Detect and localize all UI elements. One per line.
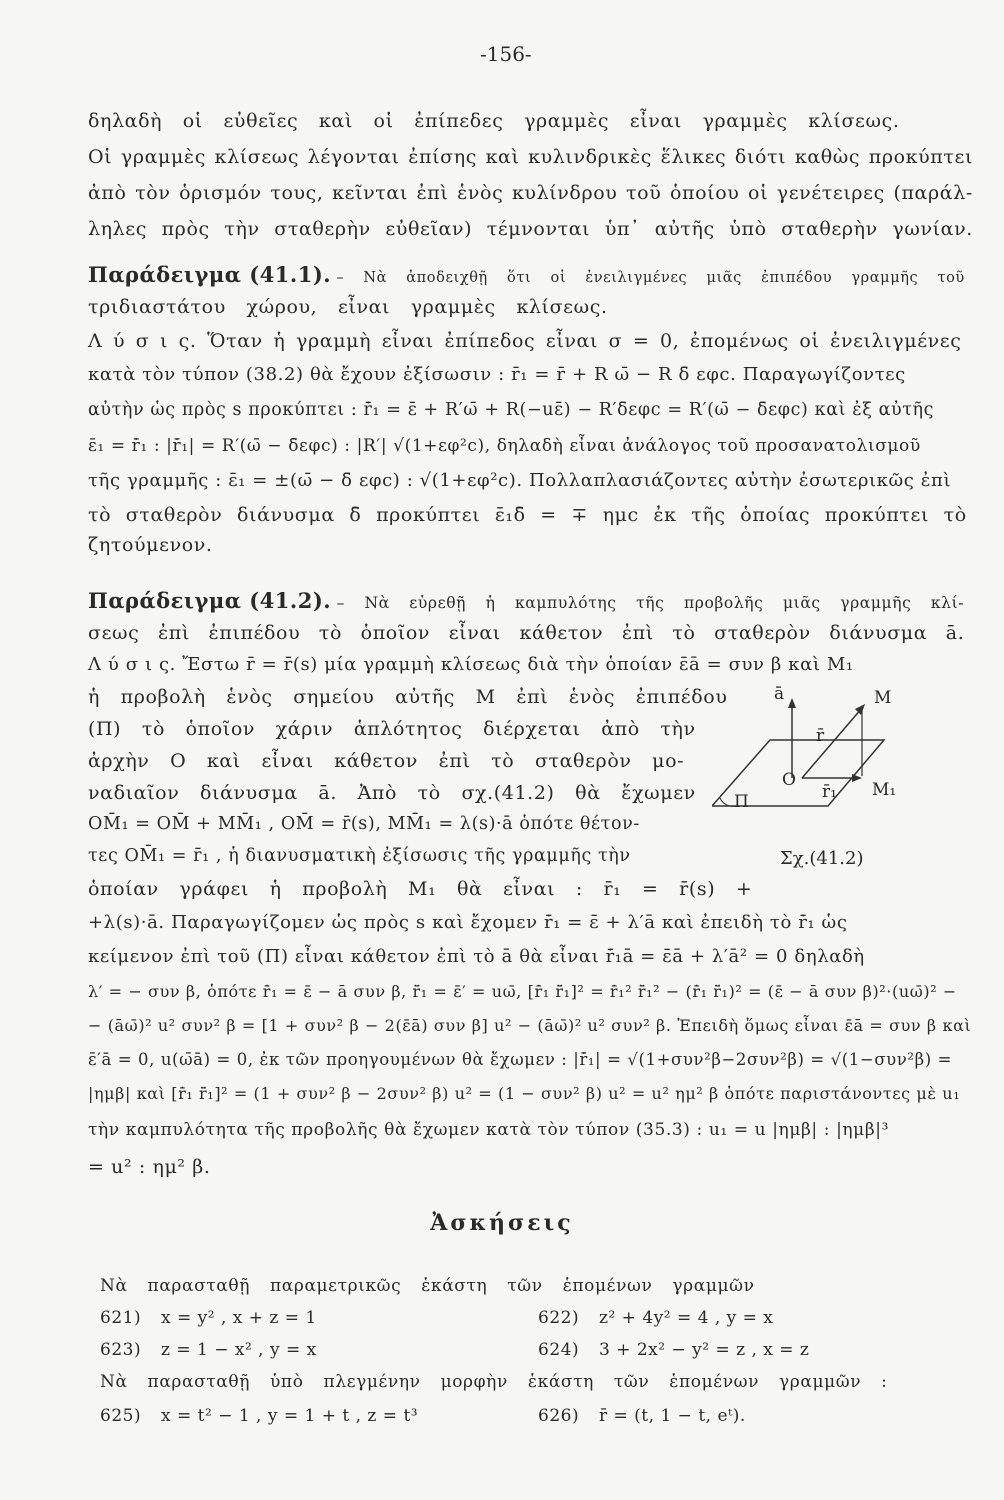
- exercise-equation: x = y² , x + z = 1: [161, 1308, 317, 1328]
- figure-41-2: [712, 678, 902, 888]
- para1-line-4: ληλες πρὸς τὴν σταθερὴν εὐθεῖαν) τέμνονται ὑπ᾽ αὐτῆς ὑπὸ σταθερὴν γωνίαν.: [88, 218, 973, 240]
- exercise-number: 623): [100, 1340, 142, 1360]
- exercise-equation: 3 + 2x² − y² = z , x = z: [599, 1340, 810, 1360]
- example2-line-4: ἡ προβολὴ ἑνὸς σημείου αὐτῆς M ἐπὶ ἑνὸς ἐπιπέδου: [88, 686, 728, 708]
- para1-line-1: δηλαδὴ οἱ εὐθεῖες καὶ οἱ ἐπίπεδες γραμμὲς εἶναι γραμμὲς κλίσεως.: [88, 110, 900, 132]
- example1-line-3: Λ ύ σ ι ς. Ὅταν ἡ γραμμὴ εἶναι ἐπίπεδος εἶναι σ = 0, ἐπομένως οἱ ἐνειλιγμένες: [88, 330, 962, 352]
- example1-line-5: αὐτὴν ὡς πρὸς s προκύπτει : r̄̇₁ = ε̄ + R′ω̄ + R(−uε̄) − R′δ̄εφc = R′(ω̄ − δ̄εφc) καὶ ἐξ αὐτῆς: [88, 400, 935, 420]
- vector-a-arrow: [788, 698, 796, 708]
- example1-line-1: – Νὰ ἀποδειχθῇ ὅτι οἱ ἐνειλιγμένες μιᾶς ἐπιπέδου γραμμῆς τοῦ: [336, 270, 965, 286]
- example2-line-17: τὴν καμπυλότητα τῆς προβολῆς θὰ ἔχωμεν κατὰ τὸν τύπον (35.3) : u₁ = u |ημβ| : |ημβ|³: [88, 1120, 889, 1140]
- exercise-equation: r̄ = (t, 1 − t, eᵗ).: [599, 1406, 746, 1426]
- exercise-622: [538, 1308, 773, 1328]
- label-pi: Π: [734, 792, 749, 812]
- example1-line-2: τριδιαστάτου χώρου, εἶναι γραμμὲς κλίσεως.: [88, 296, 608, 318]
- example2-line-7: ναδιαῖον διάνυσμα ā. Ἀπὸ τὸ σχ.(41.2) θὰ ἔχωμεν: [88, 782, 696, 804]
- label-O: O: [782, 770, 796, 790]
- label-M: M: [874, 688, 892, 708]
- example1-line-7: τῆς γραμμῆς : ε̄₁ = ±(ω̄ − δ̄ εφc) : √(1+εφ²c). Πολλαπλασιάζοντες αὐτὴν ἐσωτερικῶς ἐπὶ: [88, 470, 952, 491]
- para1-line-3: ἀπὸ τὸν ὁρισμόν τους, κεῖνται ἐπὶ ἑνὸς κυλίνδρου τοῦ ὁποίου οἱ γενέτειρες (παράλ-: [88, 182, 973, 204]
- exercises-title: Ἀσκήσεις: [430, 1210, 574, 1236]
- label-a: ā: [774, 684, 785, 704]
- example2-line-18: = u² : ημ² β.: [88, 1156, 211, 1178]
- example2-line-11: +λ(s)·ā. Παραγωγίζομεν ὡς πρὸς s καὶ ἔχομεν r̄̇₁ = ε̄ + λ′ā καὶ ἐπειδὴ τὸ r̄̇₁ ὡς: [88, 912, 848, 933]
- label-r: r̄: [816, 726, 825, 746]
- vector-r1-arrow: [852, 774, 862, 782]
- example1-heading: Παράδειγμα (41.1).: [88, 262, 332, 287]
- exercise-number: 622): [538, 1308, 580, 1328]
- example2-line-12: κείμενον ἐπὶ τοῦ (Π) εἶναι κάθετον ἐπὶ τὸ ā θὰ εἶναι r̄̇₁ā = ε̄ā + λ′ā² = 0 δηλαδὴ: [88, 946, 865, 967]
- example1-line-8: τὸ σταθερὸν διάνυσμα δ̄ προκύπτει ε̄₁δ̄ = ∓ ημc ἐκ τῆς ὁποίας προκύπτει τὸ: [88, 504, 967, 526]
- example2-line-6: ἀρχὴν O καὶ εἶναι κάθετον ἐπὶ τὸ σταθερὸν μο-: [88, 750, 685, 772]
- example1-line-6: ε̄₁ = r̄̇₁ : |r̄̇₁| = R′(ω̄ − δ̄εφc) : |R′| √(1+εφ²c), δηλαδὴ εἶναι ἀνάλογος τοῦ προσανατολισμοῦ: [88, 436, 921, 456]
- exercise-number: 621): [100, 1308, 142, 1328]
- example2-line-8: OM̄₁ = OM̄ + MM̄₁ , OM̄ = r̄(s), MM̄₁ = λ(s)·ā ὁπότε θέτον-: [88, 814, 640, 834]
- para1-line-2: Οἱ γραμμὲς κλίσεως λέγονται ἐπίσης καὶ κυλινδρικὲς ἕλικες διότι καθὼς προκύπτει: [88, 146, 973, 168]
- label-r1: r̄₁: [822, 782, 837, 802]
- label-M1: M₁: [872, 780, 897, 800]
- figure-caption: Σχ.(41.2): [780, 848, 864, 869]
- exercise-625: [100, 1406, 418, 1426]
- exercise-equation: x = t² − 1 , y = 1 + t , z = t³: [161, 1406, 419, 1426]
- exercise-621: [100, 1308, 317, 1328]
- example2-line-15: ε̄′ā = 0, u(ω̄ā) = 0, ἐκ τῶν προηγουμένων θὰ ἔχωμεν : |r̄̇₁| = √(1+συν²β−2συν²β) = √(1−συν²β) =: [88, 1050, 953, 1069]
- example1-heading-line: [88, 262, 965, 287]
- exercise-626: [538, 1406, 746, 1426]
- exercise-623: [100, 1340, 317, 1360]
- example2-line-1: – Νὰ εὑρεθῇ ἡ καμπυλότης τῆς προβολῆς μιᾶς γραμμῆς κλί-: [336, 594, 965, 612]
- exercise-624: [538, 1340, 809, 1360]
- example2-line-16: |ημβ| καὶ [r̄̇₁ r̄̈₁]² = (1 + συν² β − 2συν² β) u² = (1 − συν² β) u² = u² ημ² β ὁπότε παριστάνοντες μὲ u₁: [88, 1084, 961, 1103]
- example1-line-4: κατὰ τὸν τύπον (38.2) θὰ ἔχουν ἐξίσωσιν : r̄₁ = r̄ + R ω̄ − R δ̄ εφc. Παραγωγίζοντες: [88, 364, 906, 385]
- example1-line-9: ζητούμενον.: [88, 534, 213, 556]
- exercise-equation: z² + 4y² = 4 , y = x: [599, 1308, 774, 1328]
- exercise-number: 624): [538, 1340, 580, 1360]
- example2-line-3: Λ ύ σ ι ς. Ἔστω r̄ = r̄(s) μία γραμμὴ κλίσεως διὰ τὴν ὁποίαν ε̄ā = συν β καὶ M₁: [88, 654, 854, 675]
- exercise-number: 625): [100, 1406, 142, 1426]
- example2-heading: Παράδειγμα (41.2).: [88, 588, 332, 613]
- example2-heading-line: [88, 588, 964, 613]
- example2-line-5: (Π) τὸ ὁποῖον χάριν ἁπλότητος διέρχεται ἀπὸ τὴν: [88, 718, 696, 740]
- example2-line-10: ὁποίαν γράφει ἡ προβολὴ M₁ θὰ εἶναι : r̄₁ = r̄(s) +: [88, 878, 753, 900]
- example2-line-2: σεως ἐπὶ ἐπιπέδου τὸ ὁποῖον εἶναι κάθετον ἐπὶ τὸ σταθερὸν διάνυσμα ā.: [88, 622, 965, 644]
- exercise-number: 626): [538, 1406, 580, 1426]
- exercises-instruction-1: Νὰ παρασταθῇ παραμετρικῶς ἑκάστη τῶν ἑπομένων γραμμῶν: [100, 1276, 755, 1296]
- example2-line-13: λ′ = − συν β, ὁπότε r̄̇₁ = ε̄ − ā συν β, r̄̈₁ = ε̄′ = uω̄, [r̄̇₁ r̄̈₁]² = r̄̇₁² r̄̈₁² − (r̄̇₁ r̄̈₁)² = (ε̄ − ā συν β)²·(uω̄)² −: [88, 982, 957, 1001]
- exercises-instruction-2: Νὰ παρασταθῇ ὑπὸ πλεγμένην μορφὴν ἑκάστη τῶν ἑπομένων γραμμῶν :: [100, 1372, 888, 1392]
- page-number: -156-: [480, 42, 532, 66]
- example2-line-9: τες OM̄₁ = r̄₁ , ἡ διανυσματικὴ ἐξίσωσις τῆς γραμμῆς τὴν: [88, 846, 631, 866]
- vector-r: [802, 708, 862, 778]
- example2-line-14: − (āω̄)² u² συν² β = [1 + συν² β − 2(ε̄ā) συν β] u² − (āω̄)² u² συν² β. Ἐπειδὴ ὅμως εἶναι ε̄ā = συν β καὶ: [88, 1016, 972, 1035]
- exercise-equation: z = 1 − x² , y = x: [161, 1340, 317, 1360]
